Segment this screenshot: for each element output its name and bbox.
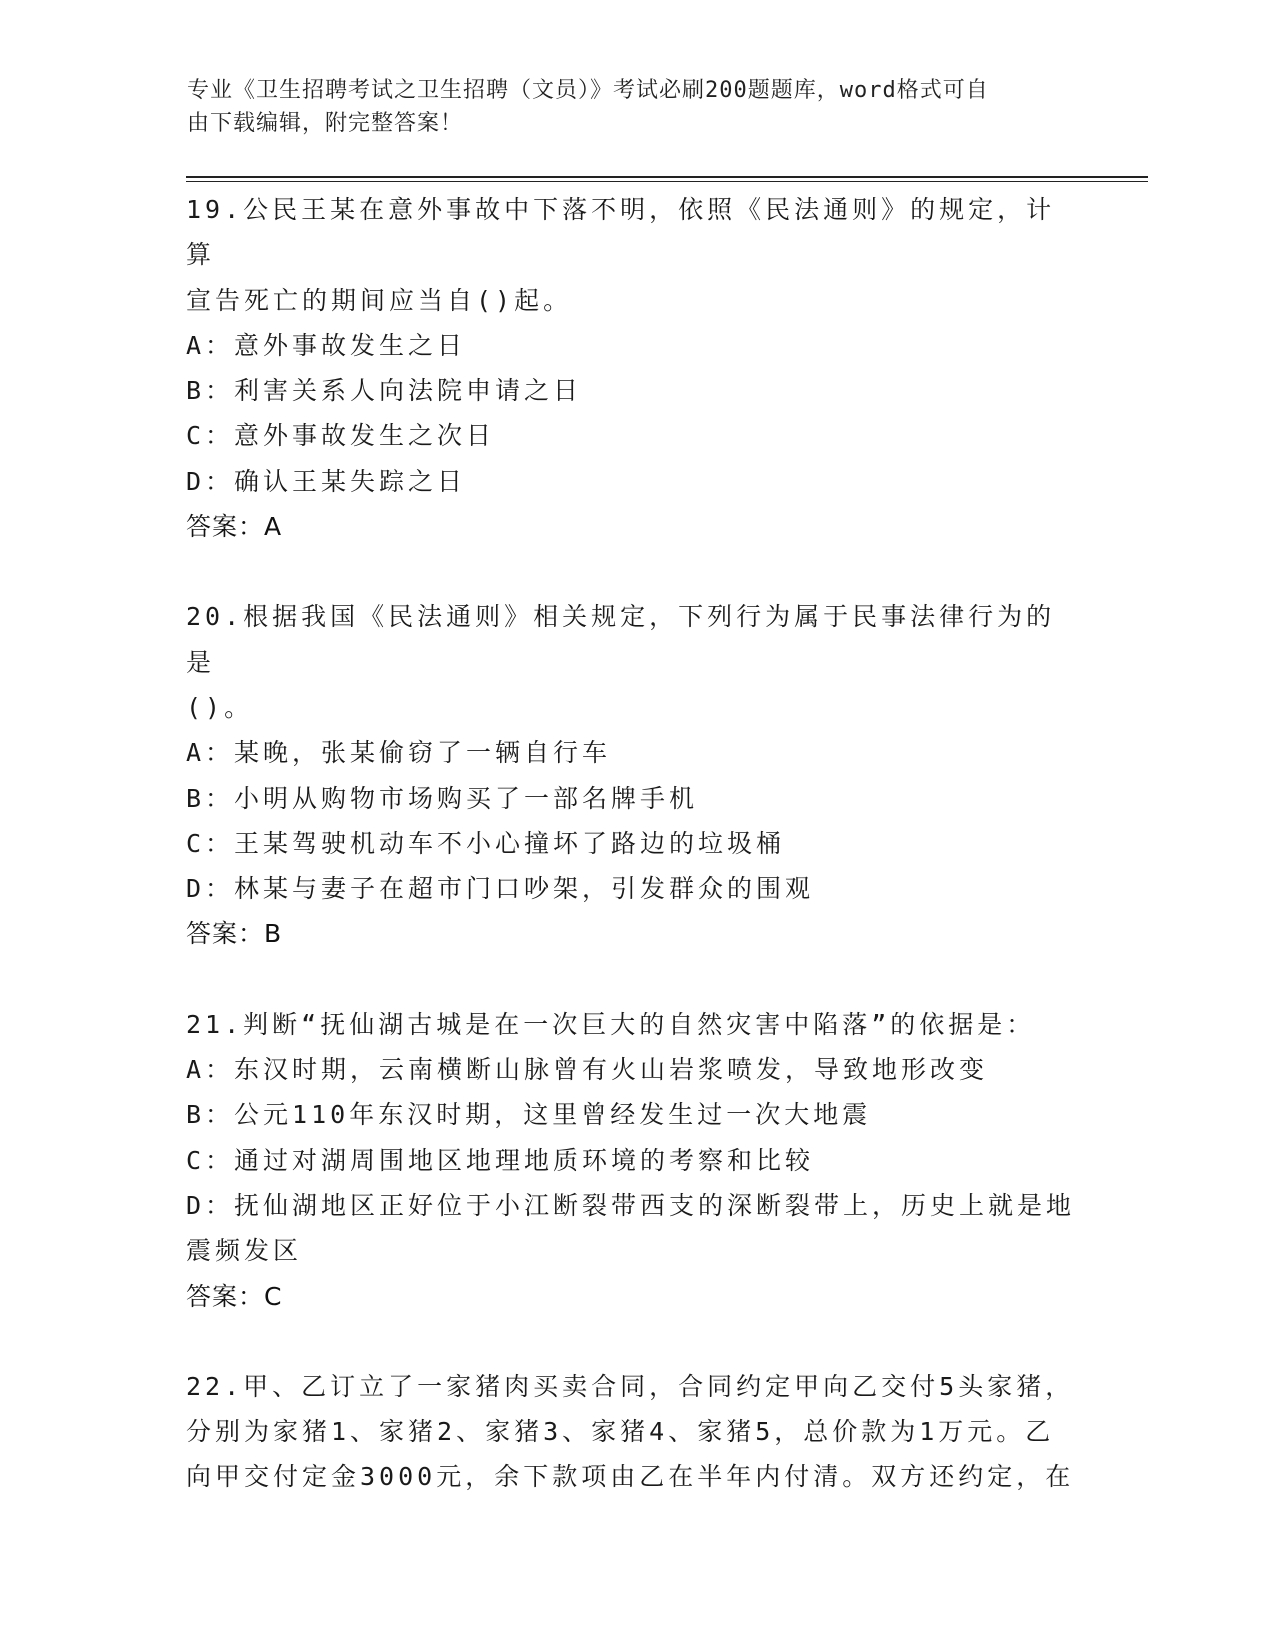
option-b: B：利害关系人向法院申请之日 xyxy=(186,376,583,406)
answer-line: 答案：B xyxy=(186,919,283,949)
question-stem-line: 宣告死亡的期间应当自()起。 xyxy=(186,285,573,315)
question-stem-line: 19.公民王某在意外事故中下落不明，依照《民法通则》的规定，计算 xyxy=(186,195,1056,270)
question-list xyxy=(186,187,1076,1500)
question-stem-line: 向甲交付定金3000元，余下款项由乙在半年内付清。双方还约定，在 xyxy=(186,1462,1075,1492)
question-20 xyxy=(186,594,1076,956)
header-line-2: 由下载编辑，附完整答案！ xyxy=(187,111,464,136)
option-c: C：王某驾驶机动车不小心撞坏了路边的垃圾桶 xyxy=(186,828,786,858)
option-b: B：公元110年东汉时期，这里曾经发生过一次大地震 xyxy=(186,1100,872,1130)
option-c: C：意外事故发生之次日 xyxy=(186,421,496,451)
option-a: A：某晚，张某偷窃了一辆自行车 xyxy=(186,738,612,768)
option-a: A：东汉时期，云南横断山脉曾有火山岩浆喷发，导致地形改变 xyxy=(186,1055,989,1085)
option-d: D：确认王某失踪之日 xyxy=(186,466,467,496)
option-b: B：小明从购物市场购买了一部名牌手机 xyxy=(186,783,699,813)
answer-line: 答案：A xyxy=(186,512,283,542)
answer-line: 答案：C xyxy=(186,1281,283,1311)
question-stem-line: 22.甲、乙订立了一家猪肉买卖合同，合同约定甲向乙交付5头家猪， xyxy=(186,1371,1075,1401)
question-21 xyxy=(186,1002,1076,1319)
header-divider-thin xyxy=(186,181,1148,182)
option-a: A：意外事故发生之日 xyxy=(186,330,467,360)
header-divider-thick xyxy=(186,176,1148,178)
option-d: D：抚仙湖地区正好位于小江断裂带西支的深断裂带上，历史上就是地 xyxy=(186,1190,1076,1220)
option-d: D：林某与妻子在超市门口吵架，引发群众的围观 xyxy=(186,874,815,904)
option-d-continued: 震频发区 xyxy=(186,1236,303,1266)
question-stem-line: 21.判断“抚仙湖古城是在一次巨大的自然灾害中陷落”的依据是： xyxy=(186,1009,1036,1039)
document-header xyxy=(187,74,1067,140)
option-c: C：通过对湖周围地区地理地质环境的考察和比较 xyxy=(186,1145,815,1175)
question-19 xyxy=(186,187,1076,549)
question-stem-line: 20.根据我国《民法通则》相关规定，下列行为属于民事法律行为的是 xyxy=(186,602,1056,677)
question-22 xyxy=(186,1364,1076,1500)
question-stem-line: ()。 xyxy=(186,692,254,722)
question-stem-line: 分别为家猪1、家猪2、家猪3、家猪4、家猪5，总价款为1万元。乙 xyxy=(186,1417,1055,1447)
header-line-1: 专业《卫生招聘考试之卫生招聘（文员）》考试必刷200题题库，word格式可自 xyxy=(187,78,989,103)
